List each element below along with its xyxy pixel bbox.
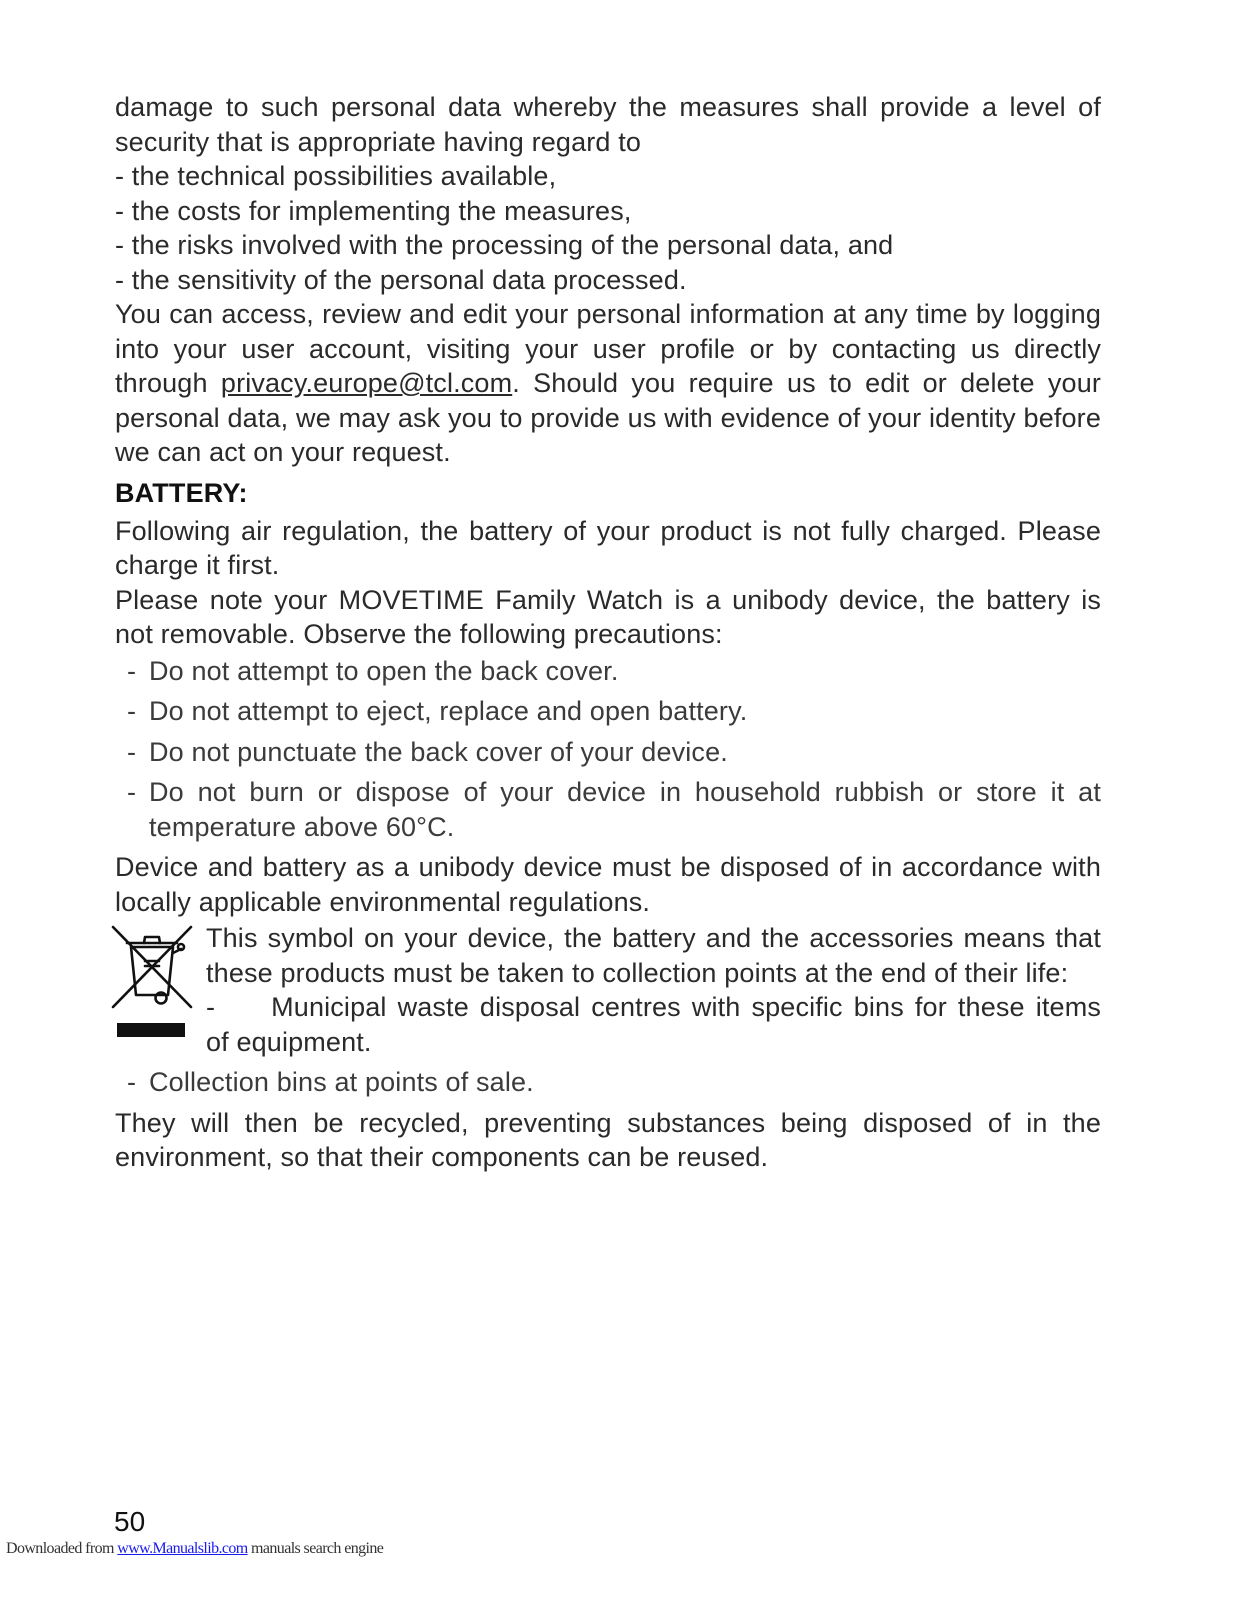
precautions-list <box>115 654 1101 845</box>
battery-heading: BATTERY: <box>115 477 248 508</box>
download-footer <box>6 1540 383 1558</box>
list-item: - Do not attempt to open the back cover. <box>115 654 1101 689</box>
footer-prefix: Downloaded from <box>6 1540 118 1557</box>
dash-item: - the risks involved with the processing of the personal data, and <box>115 230 894 260</box>
weee-sub-dash: - <box>206 992 216 1022</box>
list-item: - Do not burn or dispose of your device in household rubbish or store it at temperature above 60°C. <box>115 775 1101 844</box>
privacy-email-link[interactable]: privacy.europe@tcl.com <box>220 368 513 398</box>
list-item: - Do not attempt to eject, replace and open battery. <box>115 694 1101 729</box>
page-number: 50 <box>114 1506 146 1537</box>
list-item: - Collection bins at points of sale. <box>115 1065 1101 1100</box>
collection-list <box>115 1065 1101 1100</box>
manualslib-link[interactable]: www.Manualslib.com <box>117 1540 248 1557</box>
weee-section <box>115 921 1101 1059</box>
access-text-before: You can access, review and edit your personal information at any time by logging into your user account, visiting your user profile or by contacting us directly through <box>115 299 1101 398</box>
weee-sub-text: Municipal waste disposal centres with specific bins for these items of equipment. <box>206 992 1101 1057</box>
access-paragraph <box>115 297 1101 470</box>
list-item: - Do not punctuate the back cover of your device. <box>115 735 1101 770</box>
weee-paragraph: This symbol on your device, the battery and the accessories means that these products must be taken to collection points at the end of their life: <box>206 923 1101 988</box>
dash-item: - the technical possibilities available, <box>115 161 557 191</box>
crossed-out-wheelie-bin-icon <box>111 923 193 1047</box>
battery-paragraph-1: Following air regulation, the battery of your product is not fully charged. Please charge it first. <box>115 515 1101 580</box>
dash-item: - the costs for implementing the measures, <box>115 195 632 226</box>
disposal-paragraph: Device and battery as a unibody device must be disposed of in accordance with locally applicable environmental regulations. <box>115 852 1101 917</box>
privacy-paragraph: damage to such personal data whereby the measures shall provide a level of security that is appropriate having regard to <box>115 92 1101 157</box>
page-content <box>115 90 1101 1175</box>
dash-item: - the sensitivity of the personal data processed. <box>115 264 687 295</box>
recycling-paragraph: They will then be recycled, preventing substances being disposed of in the environment, so that their components can be reused. <box>115 1107 1101 1172</box>
battery-paragraph-2: Please note your MOVETIME Family Watch is a unibody device, the battery is not removable. Observe the following precautions: <box>115 584 1101 649</box>
weee-sub-item <box>206 990 1101 1059</box>
access-text-after: . Should you require us to edit or delete your personal data, we may ask you to provide us with evidence of your identity before we can act on your request. <box>115 368 1101 467</box>
footer-suffix: manuals search engine <box>247 1540 384 1557</box>
